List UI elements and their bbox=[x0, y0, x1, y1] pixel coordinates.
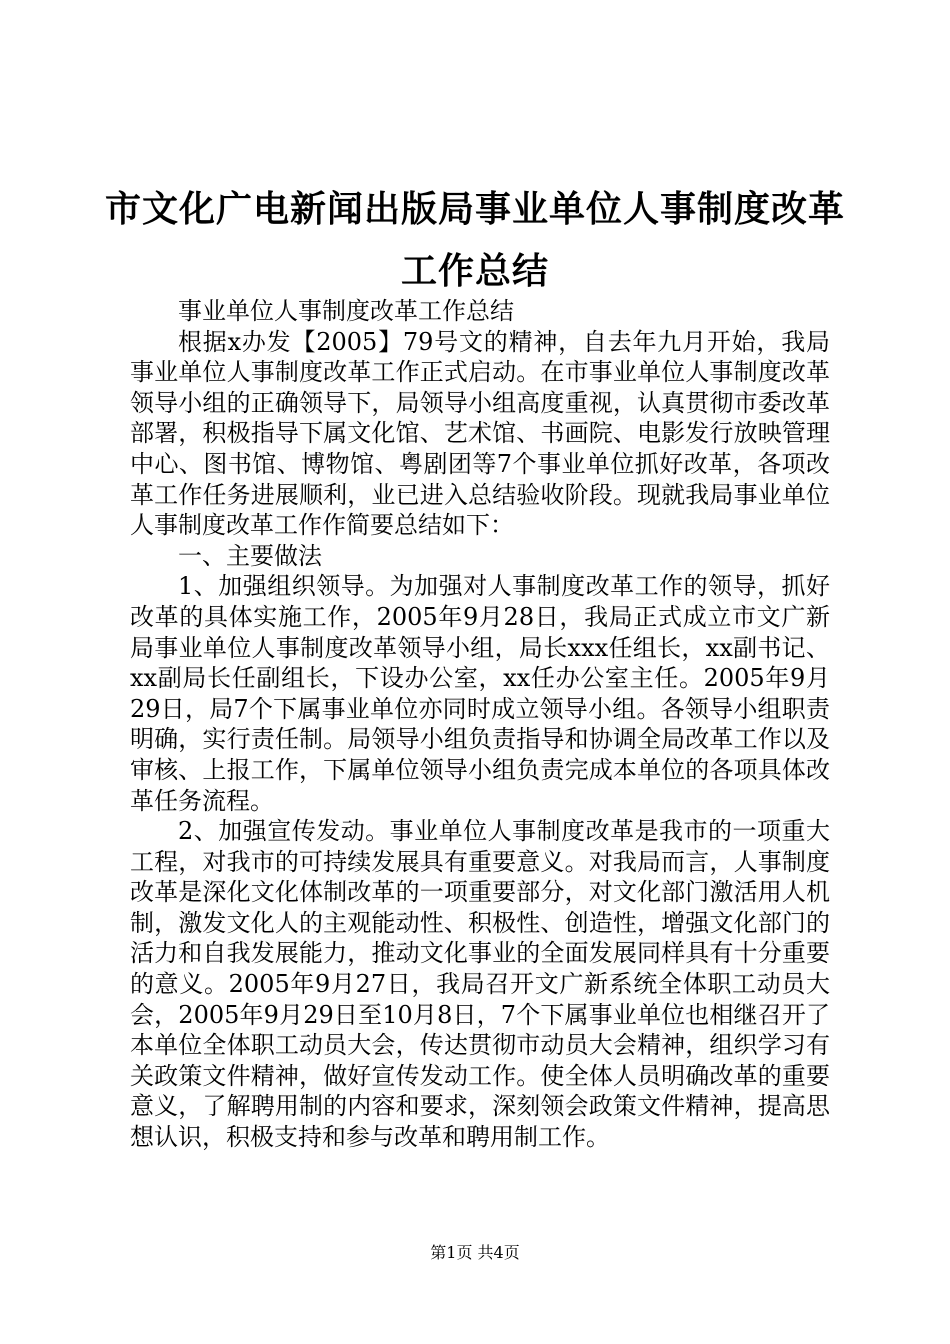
document-title-line-1: 市文化广电新闻出版局事业单位人事制度改革 bbox=[104, 188, 845, 230]
paragraph-organization: 1、加强组织领导。为加强对人事制度改革工作的领导，抓好改革的具体实施工作，2005年9月28日，我局正式成立市文广新局事业单位人事制度改革领导小组，局长xxx任组长，xx副书记、xx副局长任副组长，下设办公室，xx任办公室主任。2005年9月29日，局7个下属事业单位亦同时成立领导小组。各领导小组职责明确，实行责任制。局领导小组负责指导和协调全局改革工作以及审核、上报工作，下属单位领导小组负责完成本单位的各项具体改革任务流程。 bbox=[130, 572, 830, 815]
page-number-footer: 第1页 共4页 bbox=[430, 1243, 520, 1262]
paragraph-subtitle: 事业单位人事制度改革工作总结 bbox=[178, 297, 514, 325]
document-body bbox=[130, 296, 830, 1153]
paragraph-intro: 根据x办发【2005】79号文的精神，自去年九月开始，我局事业单位人事制度改革工作正式启动。在市事业单位人事制度改革领导小组的正确领导下，局领导小组高度重视，认真贯彻市委改革部署，积极指导下属文化馆、艺术馆、书画院、电影发行放映管理中心、图书馆、博物馆、粤剧团等7个事业单位抓好改革，各项改革工作任务进展顺利，业已进入总结验收阶段。现就我局事业单位人事制度改革工作作简要总结如下： bbox=[130, 327, 830, 540]
document-title-line-2: 工作总结 bbox=[400, 250, 549, 292]
paragraph-publicity: 2、加强宣传发动。事业单位人事制度改革是我市的一项重大工程，对我市的可持续发展具有重要意义。对我局而言，人事制度改革是深化文化体制改革的一项重要部分，对文化部门激活用人机制，激发文化人的主观能动性、积极性、创造性，增强文化部门的活力和自我发展能力，推动文化事业的全面发展同样具有十分重要的意义。2005年9月27日，我局召开文广新系统全体职工动员大会，2005年9月29日至10月8日，7个下属事业单位也相继召开了本单位全体职工动员大会，传达贯彻市动员大会精神，组织学习有关政策文件精神，做好宣传发动工作。使全体人员明确改革的重要意义，了解聘用制的内容和要求，深刻领会政策文件精神，提高思想认识，积极支持和参与改革和聘用制工作。 bbox=[130, 817, 830, 1152]
section-heading: 一、主要做法 bbox=[178, 541, 322, 570]
